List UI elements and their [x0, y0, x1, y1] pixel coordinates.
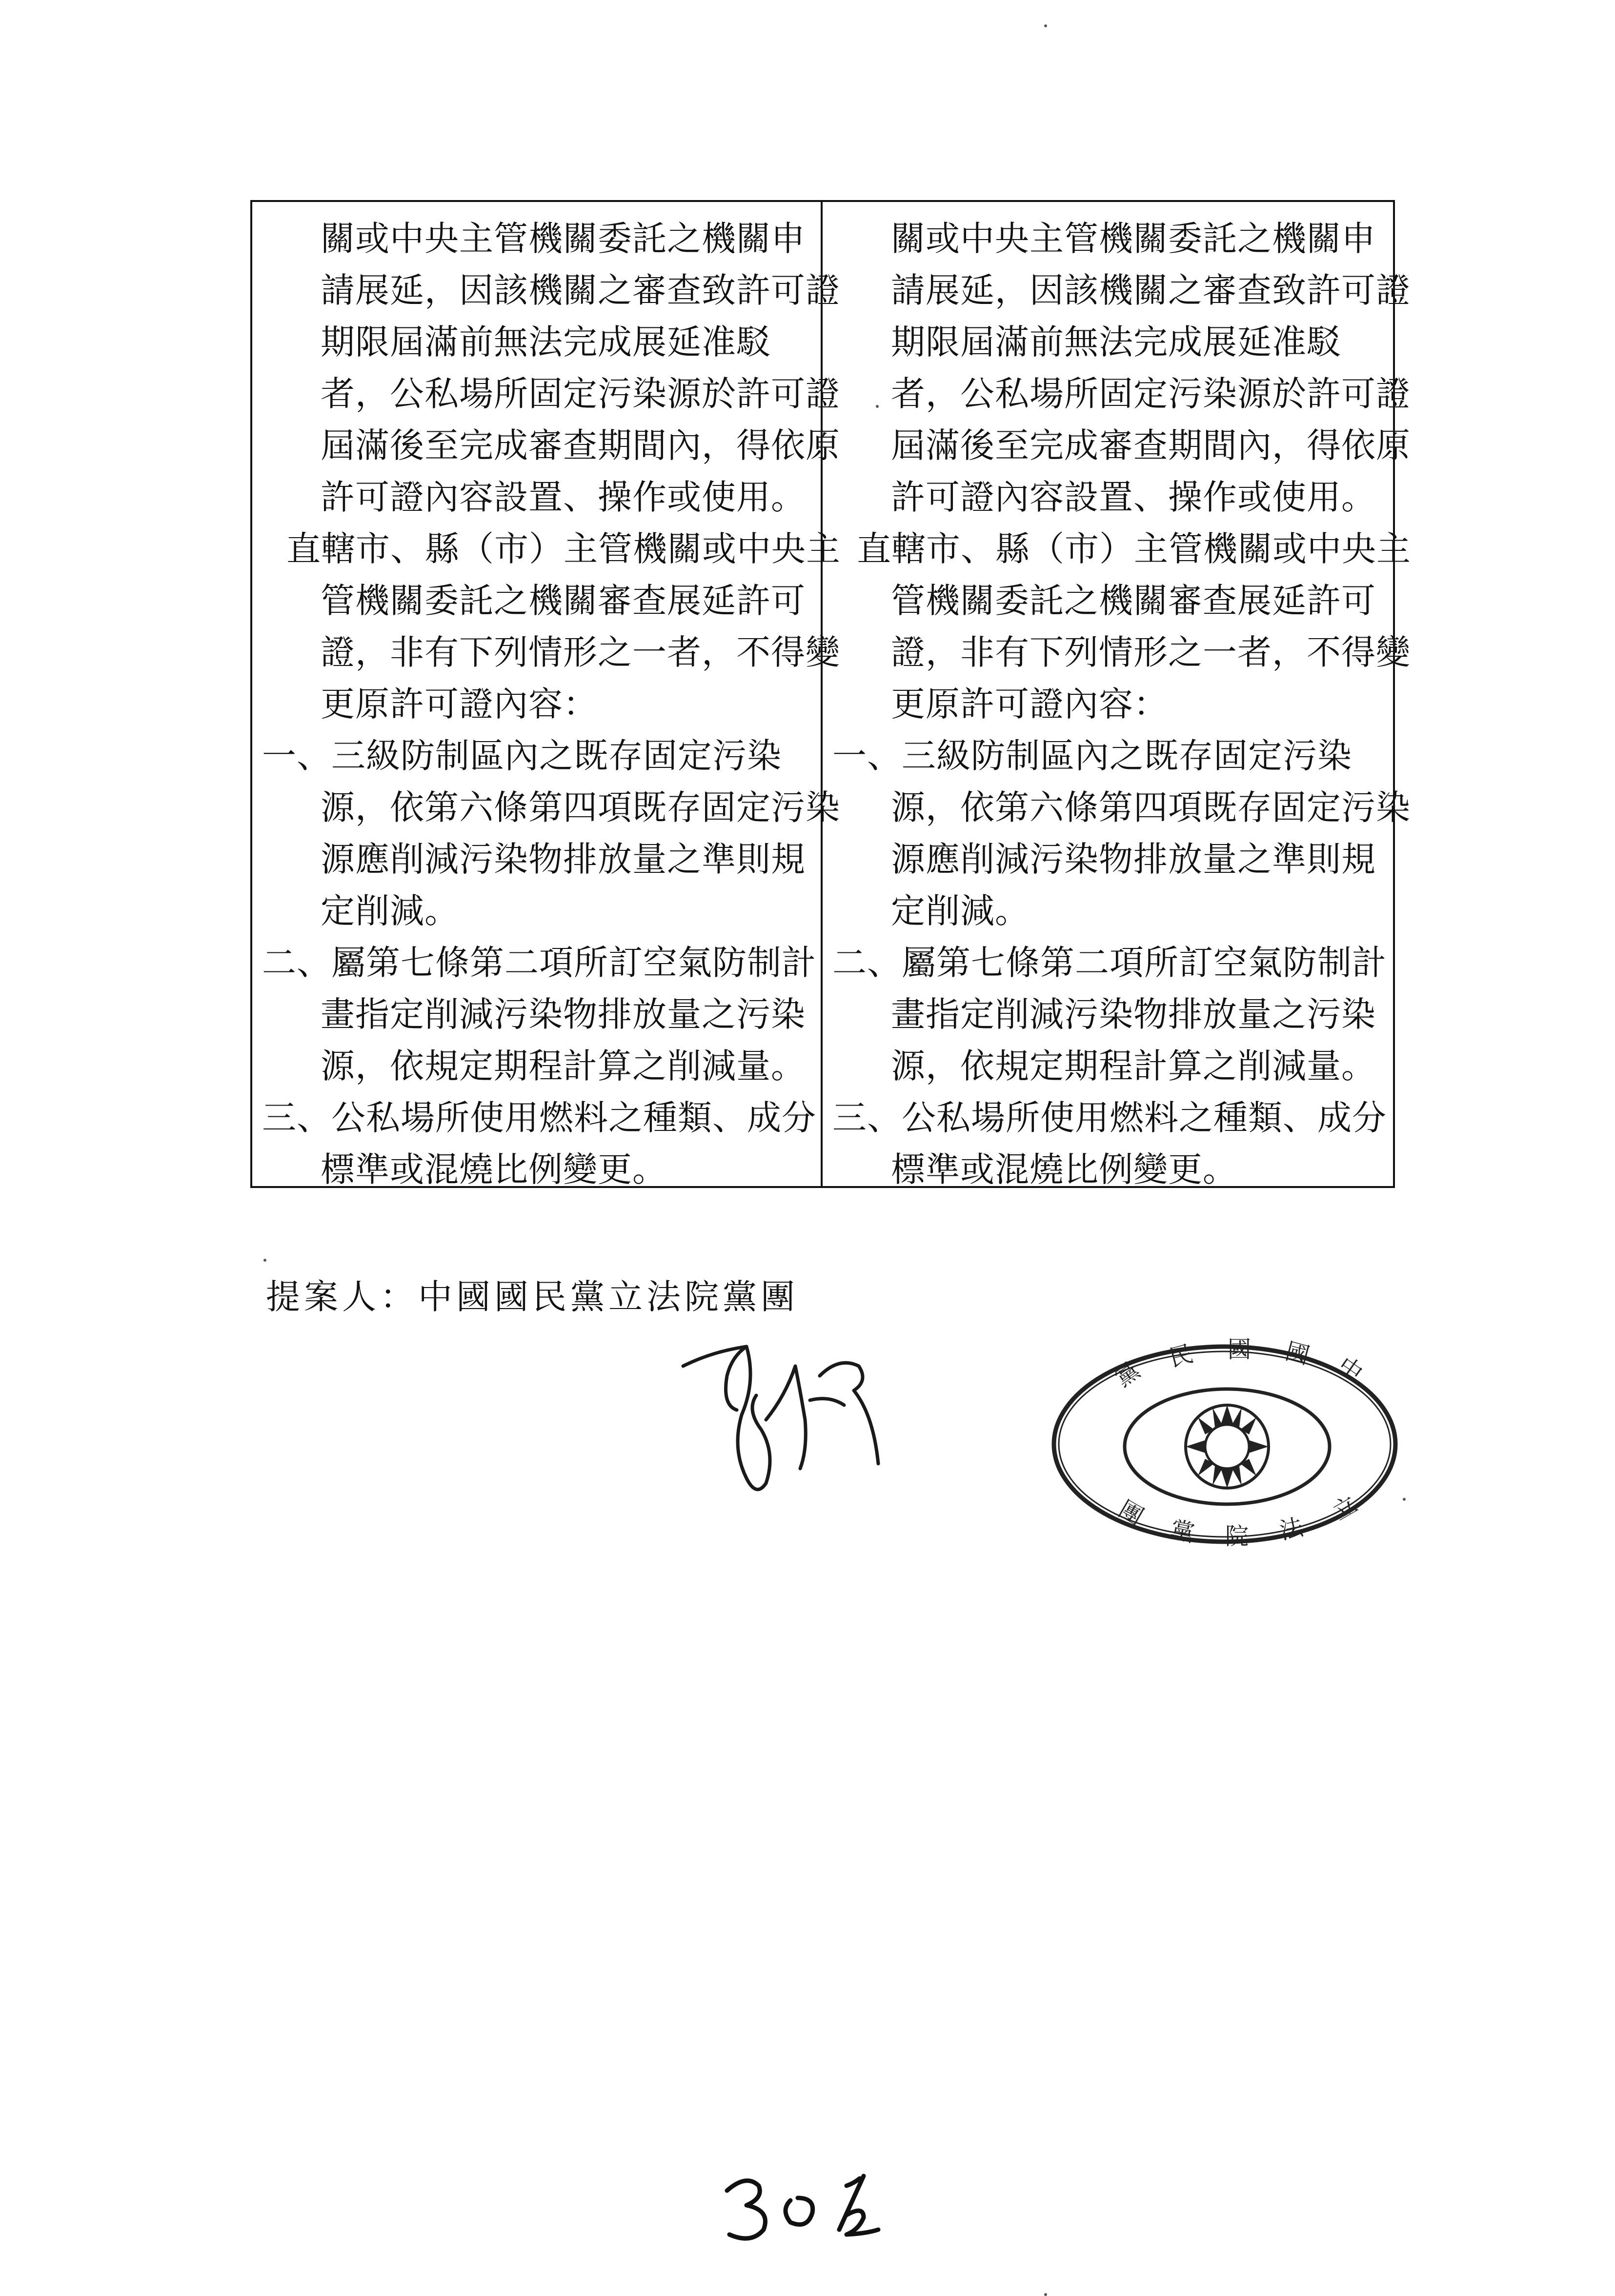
scan-speck: [1044, 24, 1047, 27]
table-column-right: [823, 202, 1411, 1189]
svg-text:民: 民: [1166, 1340, 1196, 1372]
svg-text:黨: 黨: [1168, 1515, 1197, 1548]
svg-text:立: 立: [1328, 1490, 1362, 1526]
text-line: 源，依第六條第四項既存固定污染: [321, 787, 840, 827]
text-line: 者，公私場所固定污染源於許可證: [321, 374, 840, 414]
text-line: 屆滿後至完成審查期間內，得依原: [321, 425, 840, 465]
text-line: 屆滿後至完成審查期間內，得依原: [891, 425, 1411, 465]
text-line: 許可證內容設置、操作或使用。: [321, 477, 806, 517]
proposer-line: 提案人：中國國民黨立法院黨團: [266, 1277, 799, 1317]
text-line: 源，依規定期程計算之削減量。: [891, 1046, 1376, 1086]
clause-paragraph: [823, 523, 1411, 730]
clause-item-2: [823, 937, 1393, 1092]
comparison-table: [250, 200, 1411, 1189]
scan-speck: [1044, 2293, 1047, 2296]
text-line: 定削減。: [321, 891, 459, 931]
clause-item-3: [823, 1092, 1393, 1195]
text-line: 標準或混燒比例變更。: [891, 1149, 1237, 1189]
scan-speck: [263, 1259, 266, 1262]
text-line: 請展延，因該機關之審查致許可證: [891, 270, 1411, 310]
item-head-line: 三、公私場所使用燃料之種類、成分: [262, 1098, 816, 1138]
text-line: 證，非有下列情形之一者，不得變: [891, 632, 1411, 672]
clause-item-3: [252, 1092, 821, 1195]
paragraph-head-line: 直轄市、縣（市）主管機關或中央主: [857, 529, 1411, 569]
text-line: 源應削減污染物排放量之準則規: [891, 839, 1376, 879]
text-line: 證，非有下列情形之一者，不得變: [321, 632, 840, 672]
text-line: 關或中央主管機關委託之機關申: [321, 219, 806, 259]
svg-text:團: 團: [1114, 1495, 1148, 1531]
paragraph-head-line: 直轄市、縣（市）主管機關或中央主: [286, 529, 841, 569]
svg-text:法: 法: [1277, 1513, 1306, 1545]
svg-text:國: 國: [1227, 1337, 1252, 1363]
text-line: 許可證內容設置、操作或使用。: [891, 477, 1376, 517]
item-head-line: 一、三級防制區內之既存固定污染: [262, 736, 782, 776]
text-line: 期限屆滿前無法完成展延准駁: [891, 322, 1341, 362]
svg-text:中: 中: [1332, 1351, 1368, 1388]
clause-continuation: [823, 213, 1411, 523]
text-line: 期限屆滿前無法完成展延准駁: [321, 322, 771, 362]
item-head-line: 三、公私場所使用燃料之種類、成分: [832, 1098, 1387, 1138]
text-line: 畫指定削減污染物排放量之污染: [891, 994, 1376, 1034]
svg-text:黨: 黨: [1110, 1356, 1145, 1392]
text-line: 管機關委託之機關審查展延許可: [321, 581, 806, 621]
text-line: 請展延，因該機關之審查致許可證: [321, 270, 840, 310]
clause-item-2: [252, 937, 821, 1092]
party-seal-stamp: [1044, 1337, 1405, 1551]
clause-item-1: [252, 730, 840, 937]
clause-item-1: [823, 730, 1411, 937]
text-line: 者，公私場所固定污染源於許可證: [891, 374, 1411, 414]
text-line: 畫指定削減污染物排放量之污染: [321, 994, 806, 1034]
handwritten-signature: [673, 1337, 927, 1542]
text-line: 管機關委託之機關審查展延許可: [891, 581, 1376, 621]
clause-continuation: [252, 213, 840, 523]
text-line: 關或中央主管機關委託之機關申: [891, 219, 1376, 259]
clause-paragraph: [252, 523, 841, 730]
text-line: 源，依規定期程計算之削減量。: [321, 1046, 806, 1086]
text-line: 源，依第六條第四項既存固定污染: [891, 787, 1411, 827]
item-head-line: 二、屬第七條第二項所訂空氣防制計: [832, 943, 1387, 983]
text-line: 標準或混燒比例變更。: [321, 1149, 667, 1189]
svg-text:國: 國: [1282, 1337, 1312, 1370]
item-head-line: 二、屬第七條第二項所訂空氣防制計: [262, 943, 816, 983]
text-line: 源應削減污染物排放量之準則規: [321, 839, 806, 879]
text-line: 定削減。: [891, 891, 1030, 931]
handwritten-page-number: [717, 2156, 903, 2254]
text-line: 更原許可證內容：: [891, 684, 1168, 724]
svg-text:院: 院: [1225, 1523, 1249, 1550]
table-column-left: [252, 202, 841, 1189]
scan-speck: [876, 405, 879, 408]
scan-speck: [1403, 1498, 1406, 1501]
item-head-line: 一、三級防制區內之既存固定污染: [832, 736, 1352, 776]
text-line: 更原許可證內容：: [321, 684, 598, 724]
